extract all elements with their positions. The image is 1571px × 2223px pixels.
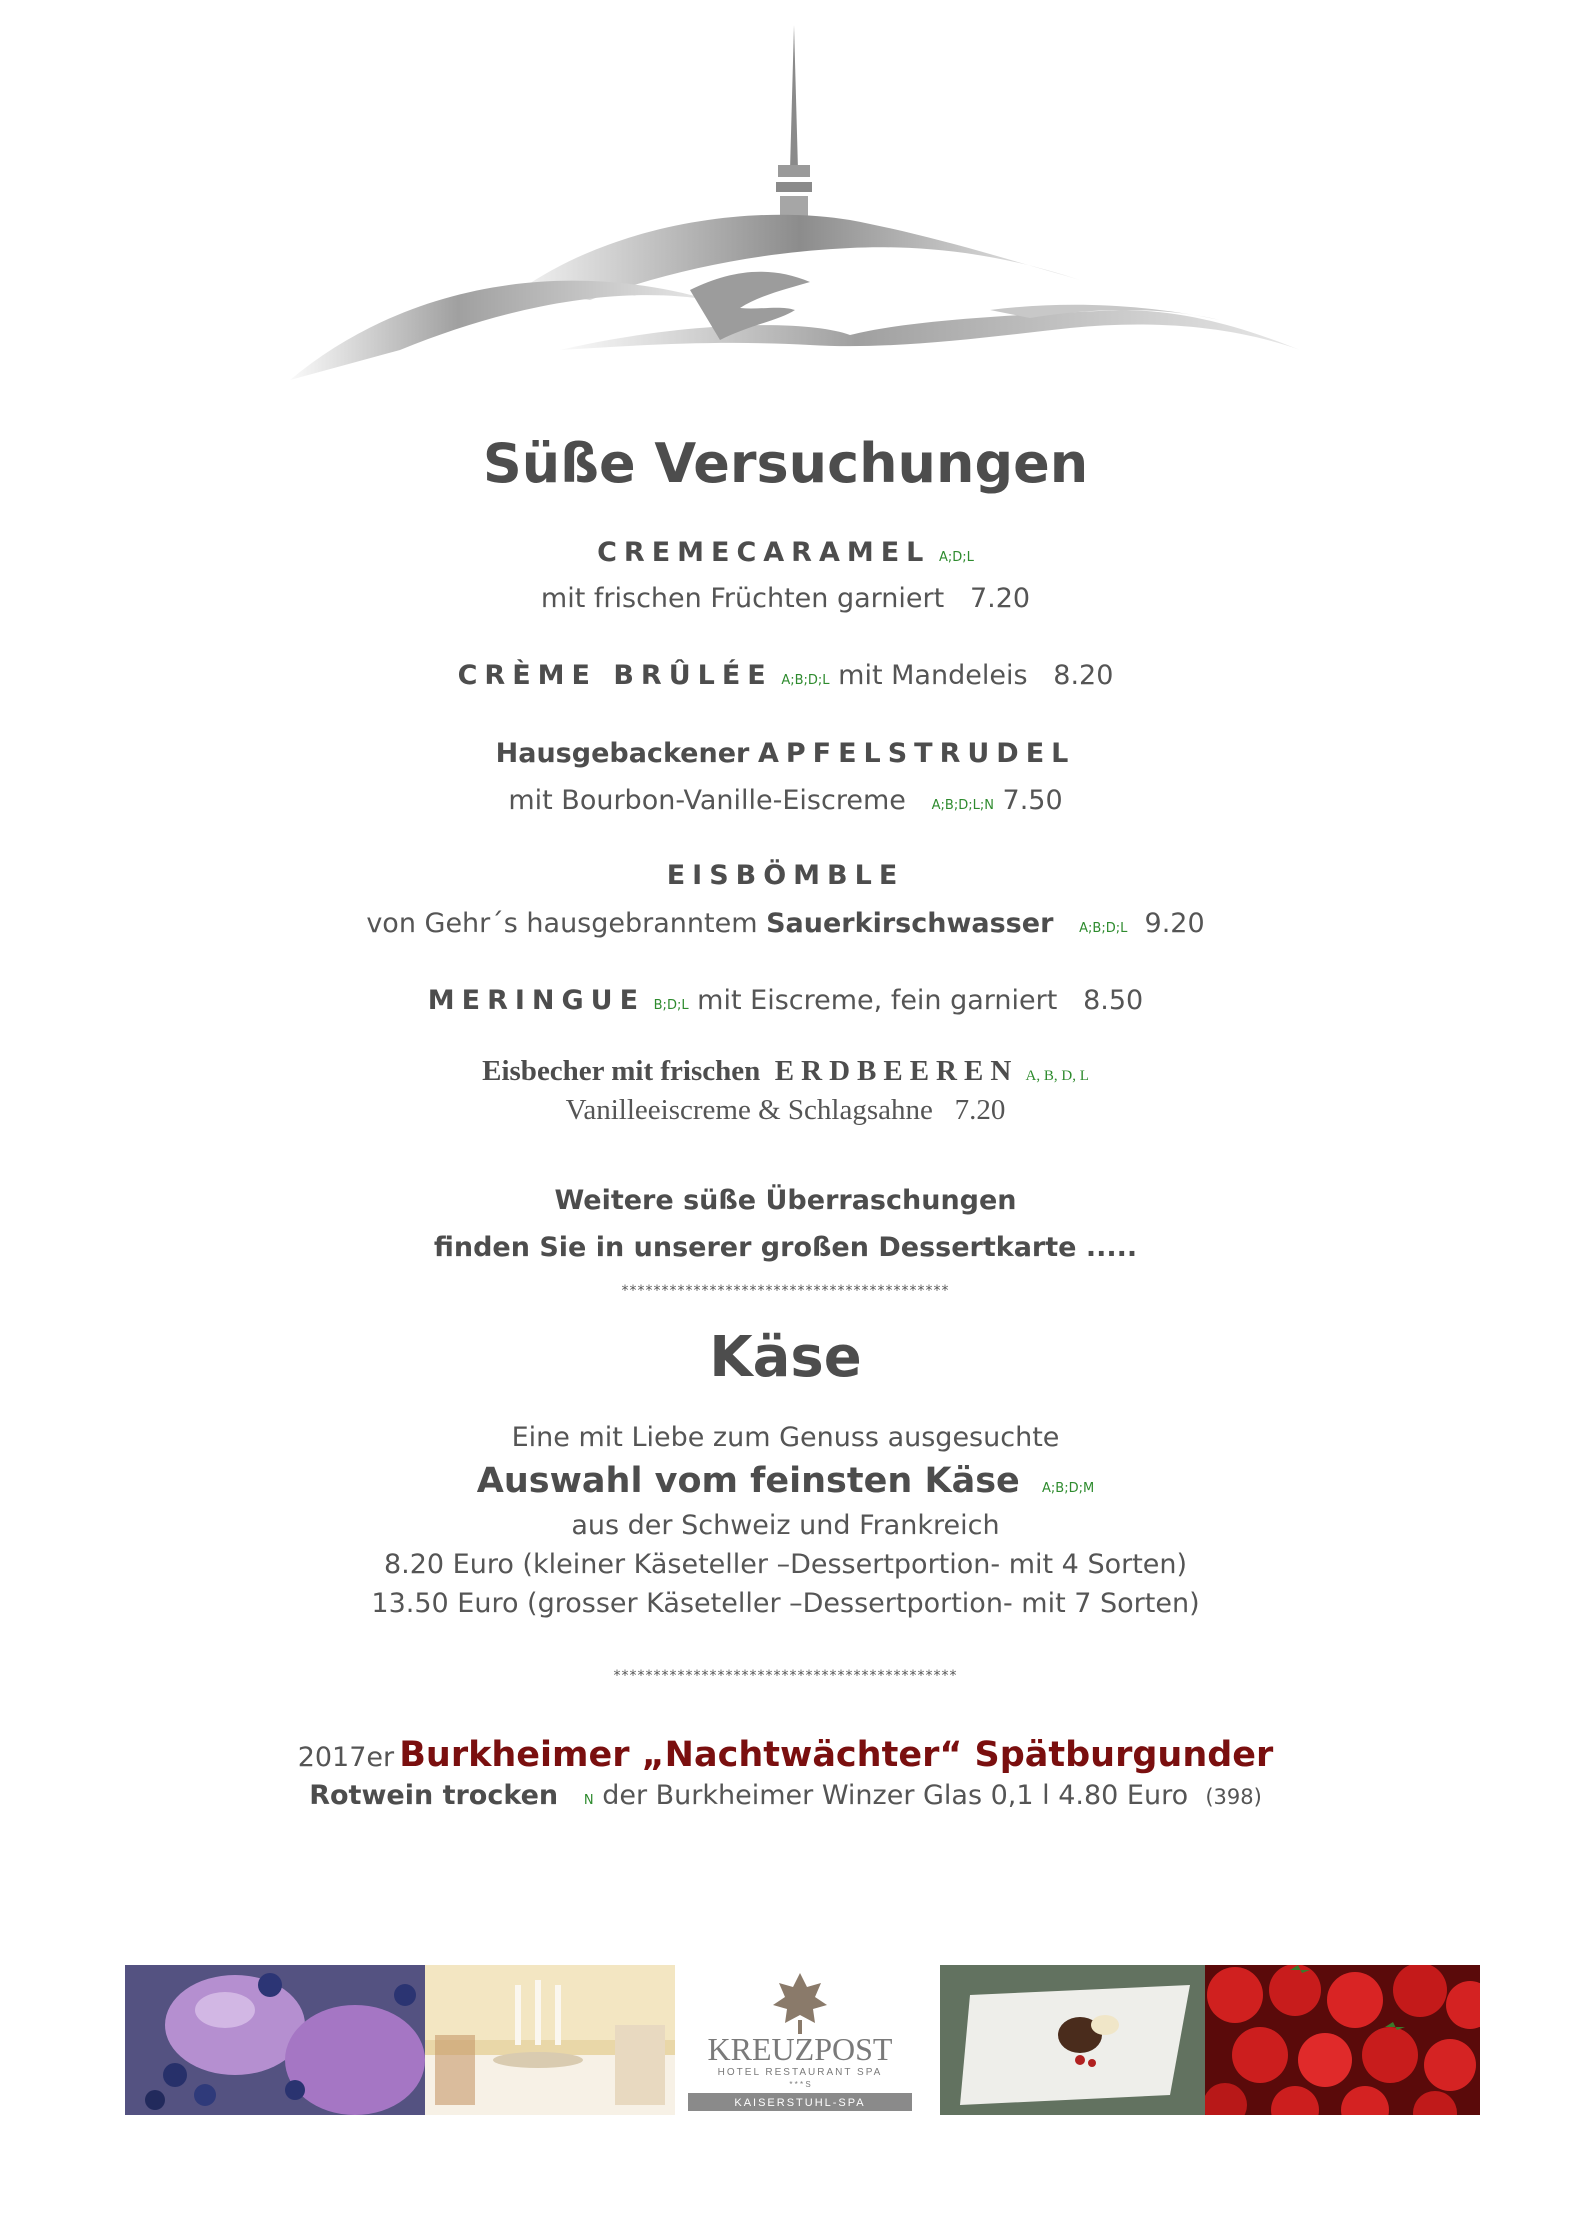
item-price: 9.20 [1144,908,1205,939]
brand-name: KREUZPOST [707,2031,893,2067]
item-name: EISBÖMBLE [666,860,905,891]
allergen-codes: N [583,1793,594,1808]
item-desc-text: mit Bourbon-Vanille-Eiscreme [508,785,906,816]
tower-hill-logo [290,20,1340,390]
ice-cream-photo [125,1965,425,2115]
divider: ***************************************** [621,1283,950,1299]
wine-name: Burkheimer „Nachtwächter“ Spätburgunder [399,1735,1274,1775]
item-name: MERINGUE [427,985,646,1016]
allergen-codes: A;B;D;L [781,673,830,688]
divider: ******************************************* [613,1668,958,1684]
brand-subtitle: HOTEL RESTAURANT SPA [717,2067,883,2078]
wine-producer: der Burkheimer Winzer Glas 0,1 l 4.80 Euro [602,1780,1189,1811]
brand-stars: * * * S [789,2080,811,2089]
item-description [0,908,1571,939]
item-price: 7.50 [1002,785,1063,816]
more-desserts-line1: Weitere süße Überraschungen [554,1185,1017,1216]
wine-ref: (398) [1205,1785,1262,1809]
brand-spa: KAISERSTUHL-SPA [734,2097,866,2109]
allergen-codes: A;B;D;M [1042,1481,1095,1496]
footer-photo-strip [125,1965,1480,2115]
menu-item-eisbomble [0,860,1571,891]
item-description [0,583,1571,614]
menu-item-meringue [0,985,1571,1016]
item-prefix: Eisbecher mit frischen [482,1055,761,1087]
menu-item-erdbeeren [0,1055,1571,1088]
dessert-plate-photo [940,1965,1205,2115]
item-desc-text: Vanilleeiscreme & Schlagsahne [565,1094,933,1126]
item-prefix: Hausgebackener [495,738,750,769]
dining-room-photo [425,1965,675,2115]
more-desserts-line2: finden Sie in unserer großen Dessertkarte ..... [433,1232,1138,1263]
item-desc-text: mit Eiscreme, fein garniert [697,985,1058,1016]
sweets-title: Süße Versuchungen [482,432,1089,495]
item-name: CRÈME BRÛLÉE [457,660,773,691]
item-desc-text: mit frischen Früchten garniert [540,583,945,614]
item-desc-bold: Sauerkirschwasser [766,908,1054,939]
strawberries-photo [1205,1965,1480,2115]
kreuzpost-logo [685,1965,915,2115]
cheese-intro: Eine mit Liebe zum Genuss ausgesuchte [511,1422,1060,1453]
item-desc-text: mit Mandeleis [838,660,1028,691]
cheese-origin: aus der Schweiz und Frankreich [571,1510,1000,1541]
wine-type: Rotwein trocken [309,1780,559,1811]
menu-item-apfelstrudel [0,738,1571,769]
item-description [0,785,1571,816]
wine-year: 2017er [297,1742,395,1773]
wine-details-row [0,1780,1571,1811]
allergen-codes: A, B, D, L [1025,1068,1089,1084]
allergen-codes: A;B;D;L;N [931,798,994,813]
item-name: APFELSTRUDEL [757,738,1076,769]
menu-item-cremecaramel [0,537,1571,568]
menu-item-creme-brulee [0,660,1571,691]
item-price: 8.20 [1053,660,1114,691]
cheese-option-small: 8.20 Euro (kleiner Käseteller –Dessertportion- mit 4 Sorten) [383,1549,1188,1580]
allergen-codes: B;D;L [653,998,689,1013]
item-description [0,1094,1571,1127]
cheese-title: Käse [709,1325,862,1390]
item-desc-text: von Gehr´s hausgebranntem [366,908,758,939]
item-price: 7.20 [969,583,1031,614]
wine-title-row [0,1735,1571,1775]
item-name: CREMECARAMEL [597,537,931,568]
allergen-codes: A;D;L [938,550,974,565]
cheese-headline-row [0,1461,1571,1501]
allergen-codes: A;B;D;L [1079,921,1128,936]
item-name: ERDBEEREN [774,1055,1019,1087]
item-price: 8.50 [1083,985,1144,1016]
cheese-option-large: 13.50 Euro (grosser Käseteller –Dessertportion- mit 7 Sorten) [371,1588,1200,1619]
cheese-headline: Auswahl vom feinsten Käse [476,1461,1020,1501]
item-price: 7.20 [954,1094,1006,1126]
